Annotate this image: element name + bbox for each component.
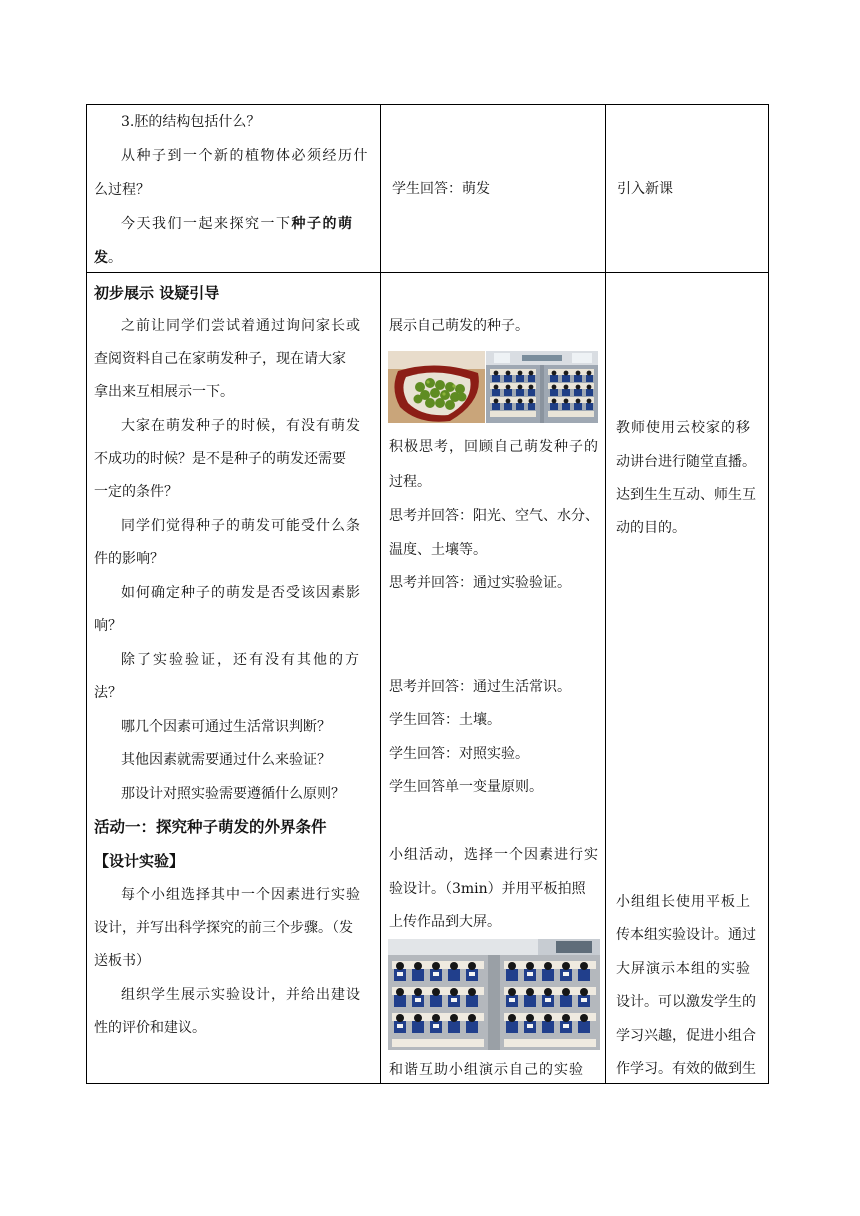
mid-show-seeds: 展示自己萌发的种子。 — [389, 318, 529, 334]
design-experiment-heading: 【设计实验】 — [94, 852, 185, 870]
right-note2-line5: 学习兴趣，促进小组合 — [616, 1028, 756, 1044]
p1-line3: 拿出来互相展示一下。 — [94, 384, 234, 400]
p9-line3: 送板书） — [94, 953, 150, 969]
activity-one-heading: 活动一：探究种子萌发的外界条件 — [94, 818, 327, 836]
p4-line1: 如何确定种子的萌发是否受该因素影 — [121, 585, 361, 601]
p3-line1: 同学们觉得种子的萌发可能受什么条 — [121, 518, 361, 534]
p10-line1: 组织学生展示实验设计，并给出建设 — [121, 987, 361, 1003]
right-note2-line6: 作学习。有效的做到生 — [616, 1061, 756, 1077]
mid-group-activity-line1: 小组活动，选择一个因素进行实 — [389, 847, 599, 863]
p2-line3: 一定的条件？ — [94, 484, 178, 500]
p8: 那设计对照实验需要遵循什么原则？ — [121, 786, 345, 802]
question-4-line2: 么过程？ — [94, 182, 150, 198]
right-note2-line3: 大屏演示本组的实验 — [616, 961, 751, 977]
right-note1-line3: 达到生生互动、师生互 — [616, 487, 756, 503]
mid-answer-factors-line2: 温度、土壤等。 — [389, 542, 487, 558]
p1-line2: 查阅资料自己在家萌发种子，现在请大家 — [94, 351, 346, 367]
mid-answer-experiment: 思考并回答：通过实验验证。 — [389, 575, 571, 591]
group-activity-photo — [388, 939, 600, 1050]
mid-answer-factors-line1: 思考并回答：阳光、空气、水分、 — [389, 508, 599, 524]
right-note2-line2: 传本组实验设计。通过 — [616, 927, 756, 943]
p2-line1: 大家在萌发种子的时候，有没有萌发 — [121, 418, 361, 434]
mid-answer-soil: 学生回答：土壤。 — [389, 712, 501, 728]
p7: 其他因素就需要通过什么来验证？ — [121, 752, 331, 768]
section-heading-initial-display: 初步展示 设疑引导 — [94, 284, 220, 302]
design-intent-intro: 引入新课 — [617, 181, 673, 197]
mid-reflect-line2: 过程。 — [389, 474, 431, 490]
p9-line1: 每个小组选择其中一个因素进行实验 — [121, 887, 361, 903]
p4-line2: 响？ — [94, 618, 122, 634]
p3-line2: 件的影响？ — [94, 551, 164, 567]
table-border-top — [86, 104, 769, 105]
mid-group-activity-line2: 验设计。（3min）并用平板拍照 — [389, 881, 586, 897]
p5-line1: 除了实验验证，还有没有其他的方 — [121, 652, 361, 668]
p1-line1: 之前让同学们尝试着通过询问家长或 — [121, 318, 361, 334]
intro-line2: 发。 — [94, 250, 122, 266]
table-border-right — [768, 104, 769, 1084]
p5-line2: 法？ — [94, 685, 122, 701]
p2-line2: 不成功的时候？是不是种子的萌发还需要 — [94, 451, 346, 467]
right-note2-line1: 小组组长使用平板上 — [616, 894, 751, 910]
mid-answer-control: 学生回答：对照实验。 — [389, 746, 529, 762]
row-divider — [86, 272, 769, 273]
right-note2-line4: 设计。可以激发学生的 — [616, 994, 756, 1010]
p10-line2: 性的评价和建议。 — [94, 1020, 206, 1036]
seeds-photo — [388, 351, 485, 423]
table-border-left — [86, 104, 87, 1084]
question-4-line1: 从种子到一个新的植物体必须经历什 — [121, 148, 369, 164]
intro-line1: 今天我们一起来探究一下种子的萌 — [121, 216, 354, 232]
mid-answer-common-sense: 思考并回答：通过生活常识。 — [389, 679, 571, 695]
mid-harmony-group: 和谐互助小组演示自己的实验 — [389, 1062, 584, 1078]
lesson-plan-table — [86, 104, 769, 1084]
mid-group-activity-line3: 上传作品到大屏。 — [389, 914, 501, 930]
classroom-photo — [486, 351, 598, 423]
mid-answer-single-variable: 学生回答单一变量原则。 — [389, 779, 543, 795]
right-note1-line1: 教师使用云校家的移 — [616, 420, 751, 436]
mid-reflect-line1: 积极思考，回顾自己萌发种子的 — [389, 439, 599, 455]
column-divider-1 — [380, 104, 381, 1084]
p9-line2: 设计，并写出科学探究的前三个步骤。（发 — [94, 920, 353, 936]
student-answer-germination: 学生回答：萌发 — [392, 181, 490, 197]
question-3: 3.胚的结构包括什么？ — [121, 114, 261, 130]
right-note1-line2: 动讲台进行随堂直播。 — [616, 454, 756, 470]
table-border-bottom — [86, 1083, 769, 1084]
right-note1-line4: 动的目的。 — [616, 520, 686, 536]
p6: 哪几个因素可通过生活常识判断？ — [121, 719, 331, 735]
column-divider-2 — [605, 104, 606, 1084]
